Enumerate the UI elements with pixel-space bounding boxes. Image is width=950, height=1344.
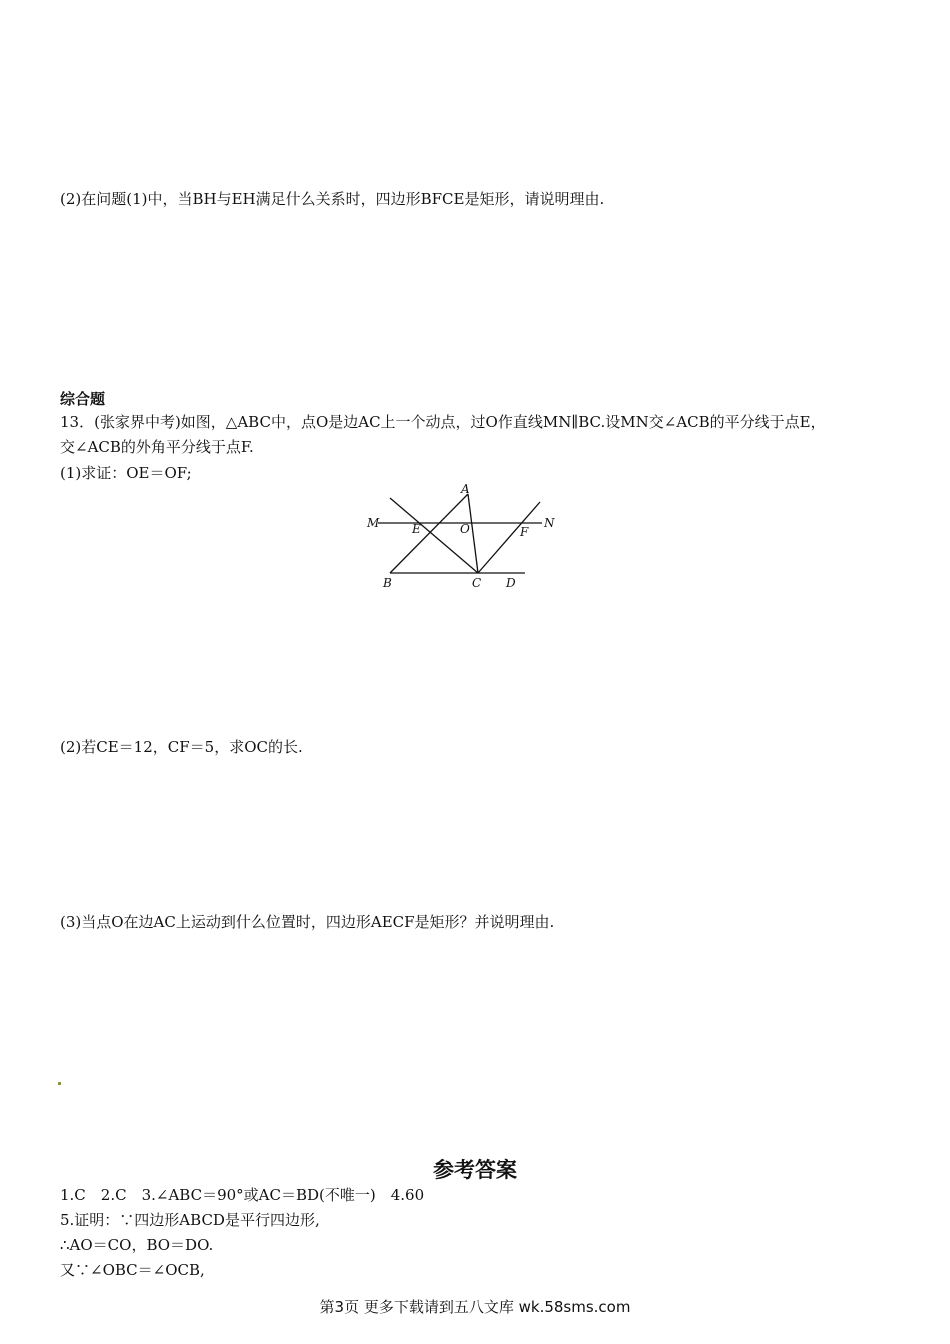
q13-part3: (3)当点O在边AC上运动到什么位置时，四边形AECF是矩形？并说明理由. xyxy=(60,913,555,931)
label-o: O xyxy=(460,522,470,536)
stray-dot xyxy=(58,1082,61,1085)
section-title: 综合题 xyxy=(60,390,106,408)
q13-line2: 交∠ACB的外角平分线于点F. xyxy=(60,438,254,456)
label-f: F xyxy=(520,525,529,539)
label-d: D xyxy=(506,576,516,590)
line-cf xyxy=(478,502,540,573)
page-footer: 第3页 更多下载请到五八文库 wk.58sms.com xyxy=(319,1298,631,1316)
label-b: B xyxy=(383,576,392,590)
label-e: E xyxy=(412,522,421,536)
q13-line1: 13．(张家界中考)如图，△ABC中，点O是边AC上一个动点，过O作直线MN∥BC.设MN交∠ACB的平分线于点E， xyxy=(60,413,826,431)
label-m: M xyxy=(367,516,380,530)
label-a: A xyxy=(461,482,470,496)
q13-part1: (1)求证：OE＝OF; xyxy=(60,464,192,482)
answer-line-3: ∴AO＝CO，BO＝DO. xyxy=(60,1236,214,1254)
label-n: N xyxy=(544,516,555,530)
answer-line-1: 1.C 2.C 3.∠ABC＝90°或AC＝BD(不唯一) 4.60 xyxy=(60,1186,425,1204)
answers-title: 参考答案 xyxy=(433,1158,517,1182)
line-ab xyxy=(390,494,468,573)
q12-part2-text: (2)在问题(1)中，当BH与EH满足什么关系时，四边形BFCE是矩形，请说明理由. xyxy=(60,190,605,208)
q13-part2: (2)若CE＝12，CF＝5，求OC的长. xyxy=(60,738,303,756)
geometry-figure xyxy=(360,480,560,595)
label-c: C xyxy=(472,576,482,590)
answer-line-2: 5.证明：∵四边形ABCD是平行四边形, xyxy=(60,1211,320,1229)
answer-line-4: 又∵∠OBC＝∠OCB, xyxy=(60,1261,205,1279)
